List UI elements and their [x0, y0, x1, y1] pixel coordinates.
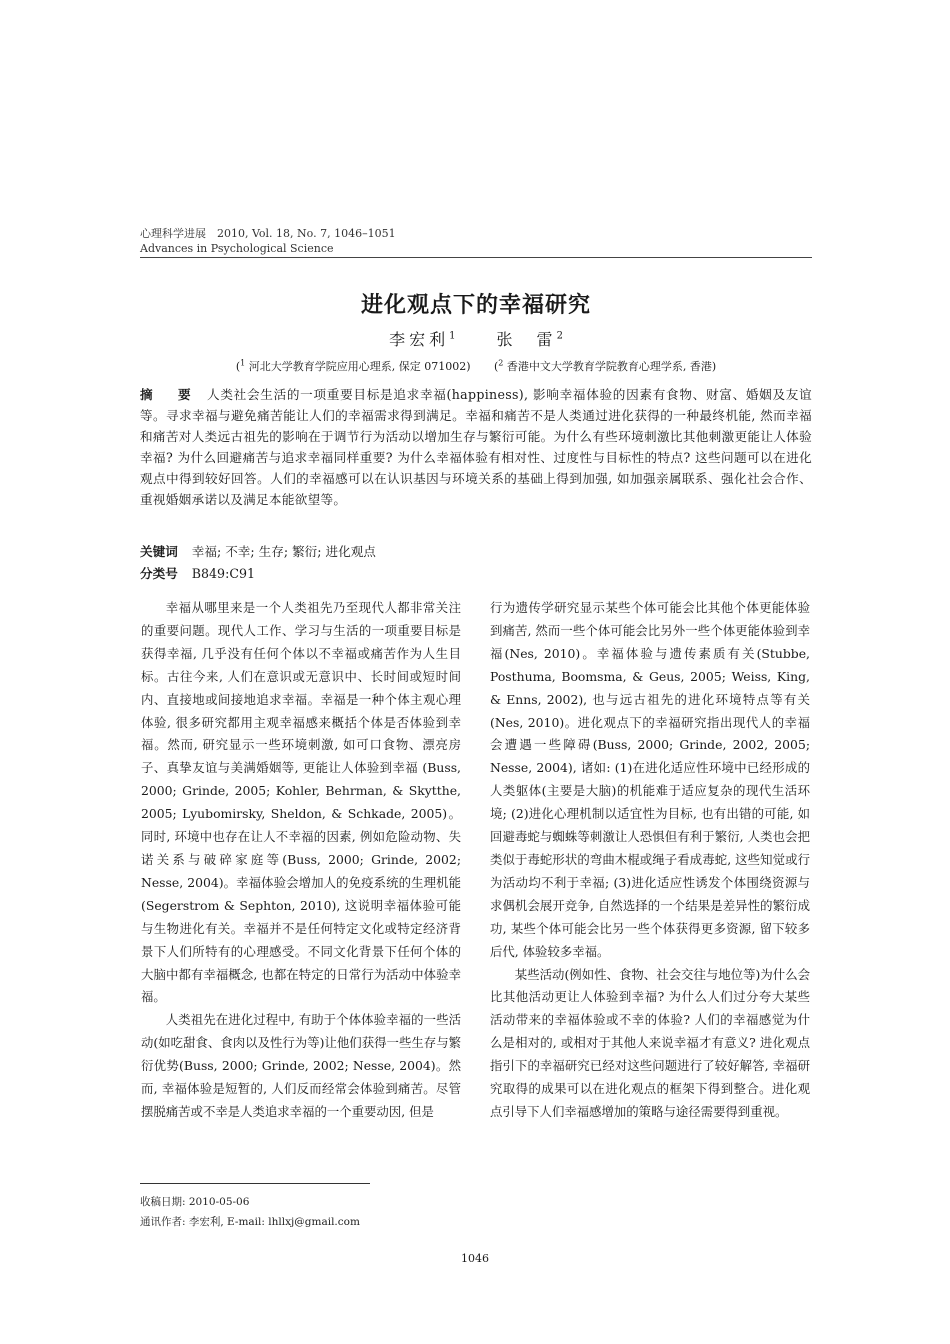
author-2-name: 张 雷 [496, 330, 557, 349]
journal-english-name: Advances in Psychological Science [140, 242, 334, 255]
affiliation-1-sup: 1 [240, 358, 246, 368]
body-paragraph: 行为遗传学研究显示某些个体可能会比其他个体更能体验到痛苦, 然而一些个体可能会比另外一些个体更能体验到幸福(Nes, 2010)。幸福体验与遗传素质有关(Stubbe, Posthuma, Boomsma, & Geus, 2005; Weiss, King, & Enns, 2002), 也与远古祖先的进化环境特点等有关(Nes, 2010)。进化观点下的幸福研究指出现代人的幸福会遭遇一些障碍(Buss, 2000; Grinde, 2002, 2005; Nesse, 2004), 诸如: (1)在进化适应性环境中已经形成的人类躯体(主要是大脑)的机能难于适应复杂的现代生活环境; (2)进化心理机制以适宜性为目标, 也有出错的可能, 如回避毒蛇与蜘蛛等刺激让人恐惧但有利于繁衍, 人类也会把类似于毒蛇形状的弯曲木棍或绳子看成毒蛇, 这些知觉或行为活动均不利于幸福; (3)进化适应性诱发个体围绕资源与求偶机会展开竞争, 自然选择的一个结果是差异性的繁衍成功, 某些个体可能会比另一些个体获得更多资源, 留下较多后代, 体验较多幸福。 [490, 600, 810, 959]
header-rule [140, 257, 812, 258]
abstract [140, 384, 812, 510]
classification-code: B849:C91 [191, 566, 255, 581]
affiliation-2-text: 香港中文大学教育学院教育心理学系, 香港) [503, 360, 717, 373]
affiliation-1 [236, 360, 471, 373]
affiliations [140, 358, 812, 374]
affiliation-2-sup: 2 [498, 358, 504, 368]
body-column-right [490, 597, 810, 1124]
classification [140, 563, 255, 584]
body-paragraph: 人类祖先在进化过程中, 有助于个体体验幸福的一些活动(如吃甜食、食肉以及性行为等)让他们获得一些生存与繁衍优势(Buss, 2000; Grinde, 2002; Nesse, 2004)。然而, 幸福体验是短暂的, 人们反而经常会体验到痛苦。尽管摆脱痛苦或不幸是人类追求幸福的一个重要动因, 但是 [141, 1012, 461, 1119]
author-list [140, 327, 812, 350]
corresponding-author: 通讯作者: 李宏利, E-mail: lhllxj@gmail.com [140, 1216, 360, 1228]
body-paragraph: 幸福从哪里来是一个人类祖先乃至现代人都非常关注的重要问题。现代人工作、学习与生活的一项重要目标是获得幸福, 几乎没有任何个体以不幸福或痛苦作为人生目标。古往今来, 人们在意识或无意识中、长时间或短时间内、直接地或间接地追求幸福。幸福是一种个体主观心理体验, 很多研究都用主观幸福感来概括个体是否体验到幸福。然而, 研究显示一些环境刺激, 如可口食物、漂亮房子、真挚友谊与美满婚姻等, 更能让人体验到幸福 (Buss, 2000; Grinde, 2005; Kohler, Behrman, & Skytthe, 2005; Lyubomirsky, Sheldon, & Schkade, 2005)。同时, 环境中也存在让人不幸福的因素, 例如危险动物、失诺关系与破碎家庭等(Buss, 2000; Grinde, 2002; Nesse, 2004)。幸福体验会增加人的免疫系统的生理机能(Segerstrom & Sephton, 2010), 这说明幸福体验可能与生物进化有关。幸福并不是任何特定文化或特定经济背景下人们所特有的心理感受。不同文化背景下任何个体的大脑中都有幸福概念, 也都在特定的日常行为活动中体验幸福。 [141, 600, 461, 1005]
page-number: 1046 [461, 1252, 489, 1265]
author-2-sup: 2 [556, 330, 563, 342]
classification-label: 分类号 [140, 566, 178, 581]
journal-header [140, 226, 396, 256]
keywords [140, 541, 376, 562]
received-date: 收稿日期: 2010-05-06 [140, 1196, 250, 1208]
affiliation-1-text: 河北大学教育学院应用心理系, 保定 071002) [245, 360, 471, 373]
footnote-rule [140, 1183, 370, 1184]
footnotes [140, 1192, 360, 1232]
keywords-text: 幸福; 不幸; 生存; 繁衍; 进化观点 [191, 544, 376, 559]
author-2 [497, 327, 563, 350]
affiliation-2 [494, 360, 716, 373]
paper-title: 进化观点下的幸福研究 [360, 293, 591, 318]
body-paragraph: 某些活动(例如性、食物、社会交往与地位等)为什么会比其他活动更让人体验到幸福? 为什么人们过分夸大某些活动带来的幸福体验或不幸的体验? 人们的幸福感觉为什么是相对的, 或相对于其他人来说幸福才有意义? 进化观点指引下的幸福研究已经对这些问题进行了较好解答, 幸福研究取得的成果可以在进化观点的框架下得到整合。进化观点引导下人们幸福感增加的策略与途径需要得到重视。 [490, 966, 810, 1119]
journal-citation: 心理科学进展 2010, Vol. 18, No. 7, 1046–1051 [140, 227, 396, 240]
author-1 [389, 327, 455, 350]
author-1-name: 李宏利 [389, 330, 450, 349]
affiliation-2-paren: ( [494, 360, 499, 373]
author-1-sup: 1 [449, 330, 456, 342]
keywords-label: 关键词 [140, 544, 178, 559]
body-column-left [141, 597, 461, 1124]
affiliation-1-paren: ( [235, 360, 241, 373]
abstract-text: 人类社会生活的一项重要目标是追求幸福(happiness), 影响幸福体验的因素有食物、财富、婚姻及友谊等。寻求幸福与避免痛苦能让人们的幸福需求得到满足。幸福和痛苦不是人类通过进化获得的一种最终机能, 然而幸福和痛苦对人类远古祖先的影响在于调节行为活动以增加生存与繁衍可能。为什么有些环境刺激比其他刺激更能让人体验幸福? 为什么回避痛苦与追求幸福同样重要? 为什么幸福体验有相对性、过度性与目标性的特点? 这些问题可以在进化观点中得到较好回答。人们的幸福感可以在认识基因与环境关系的基础上得到加强, 如加强亲属联系、强化社会合作、重视婚姻承诺以及满足本能欲望等。 [140, 387, 812, 507]
abstract-label: 摘 要 [140, 387, 198, 402]
